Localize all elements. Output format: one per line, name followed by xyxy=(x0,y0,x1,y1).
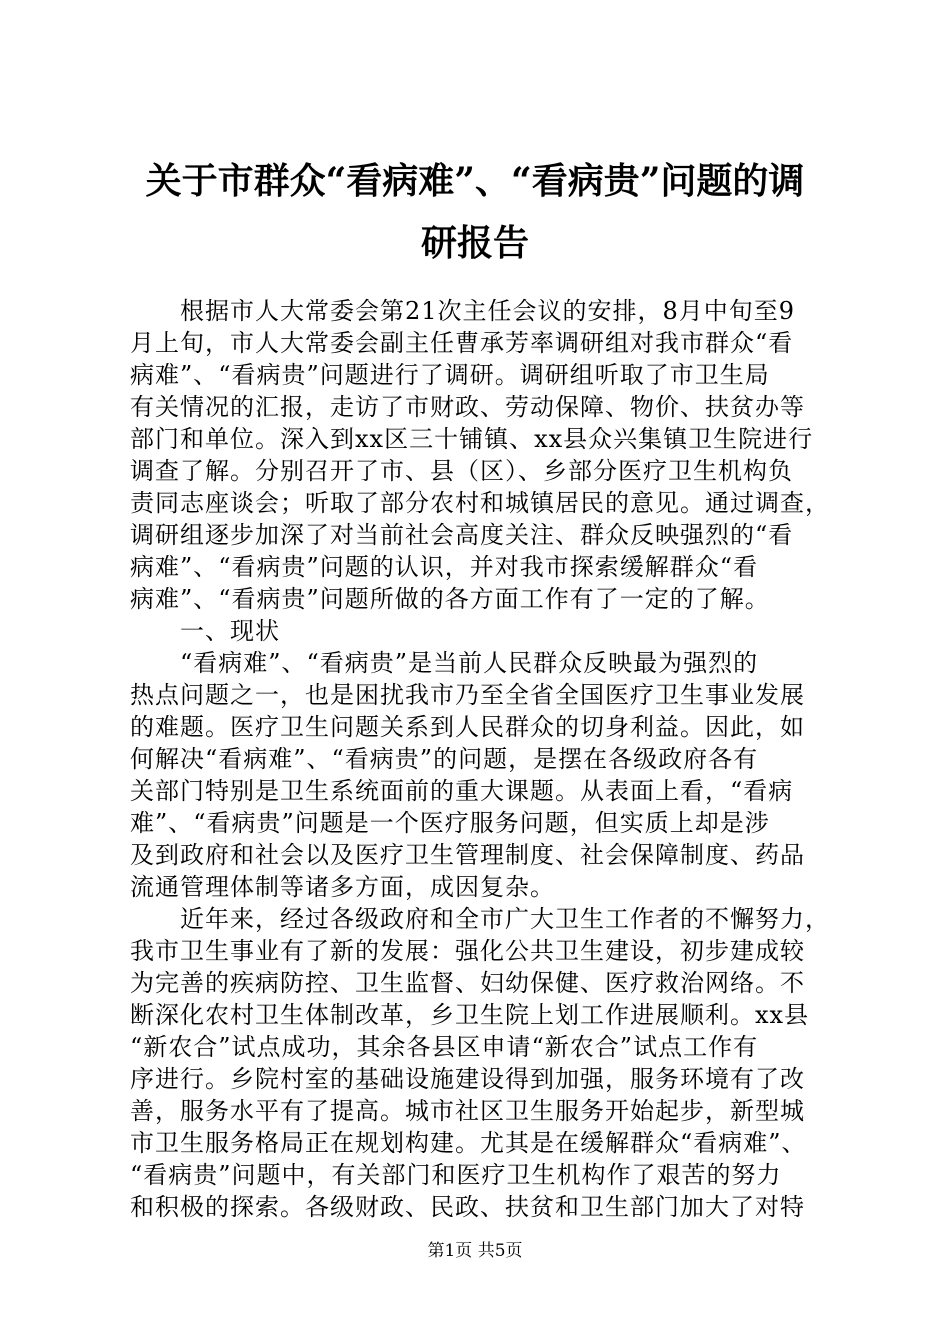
body-text-line: 为完善的疾病防控、卫生监督、妇幼保健、医疗救治网络。不 xyxy=(130,969,805,997)
body-text-line: 部门和单位。深入到xx区三十铺镇、xx县众兴集镇卫生院进行 xyxy=(130,425,814,453)
document-title-line-1: 关于市群众“看病难”、“看病贵”问题的调 xyxy=(145,160,805,202)
body-text-line: 断深化农村卫生体制改革，乡卫生院上划工作进展顺利。xx县 xyxy=(130,1001,810,1029)
body-text-line: 何解决“看病难”、“看病贵”的问题，是摆在各级政府各有 xyxy=(130,745,759,773)
body-text-line: 热点问题之一，也是困扰我市乃至全省全国医疗卫生事业发展 xyxy=(130,681,805,709)
body-text-line: 调查了解。分别召开了市、县（区）、乡部分医疗卫生机构负 xyxy=(130,457,793,485)
body-text-line: 责同志座谈会；听取了部分农村和城镇居民的意见。通过调查， xyxy=(130,489,830,517)
body-text-line: 序进行。乡院村室的基础设施建设得到加强，服务环境有了改 xyxy=(130,1065,805,1093)
section-heading: 一、现状 xyxy=(130,617,280,645)
body-text-line: 病难”、“看病贵”问题的认识，并对我市探索缓解群众“看 xyxy=(130,553,759,581)
page-footer: 第1页 共5页 xyxy=(427,1241,523,1261)
body-text-line: 近年来，经过各级政府和全市广大卫生工作者的不懈努力， xyxy=(130,905,830,933)
body-text-line: 调研组逐步加深了对当前社会高度关注、群众反映强烈的“看 xyxy=(130,521,794,549)
document-title-line-2: 研报告 xyxy=(420,222,529,264)
body-text-line: 市卫生服务格局正在规划构建。尤其是在缓解群众“看病难”、 xyxy=(130,1129,807,1157)
body-text-line: 的难题。医疗卫生问题关系到人民群众的切身利益。因此，如 xyxy=(130,713,805,741)
body-text-line: 有关情况的汇报，走访了市财政、劳动保障、物价、扶贫办等 xyxy=(130,393,805,421)
body-text-line: 流通管理体制等诸多方面，成因复杂。 xyxy=(130,873,555,901)
body-text-line: 及到政府和社会以及医疗卫生管理制度、社会保障制度、药品 xyxy=(130,841,805,869)
body-text-line: 和积极的探索。各级财政、民政、扶贫和卫生部门加大了对特 xyxy=(130,1193,805,1221)
body-text-line: “新农合”试点成功，其余各县区申请“新农合”试点工作有 xyxy=(130,1033,759,1061)
body-text-line: 难”、“看病贵”问题是一个医疗服务问题，但实质上却是涉 xyxy=(130,809,770,837)
body-text-line: 病难”、“看病贵”问题进行了调研。调研组听取了市卫生局 xyxy=(130,361,770,389)
body-text-line: 我市卫生事业有了新的发展：强化公共卫生建设，初步建成较 xyxy=(130,937,805,965)
body-text-line: 月上旬，市人大常委会副主任曹承芳率调研组对我市群众“看 xyxy=(130,329,794,357)
body-text-line: “看病贵”问题中，有关部门和医疗卫生机构作了艰苦的努力 xyxy=(130,1161,782,1189)
body-text-line: “看病难”、“看病贵”是当前人民群众反映最为强烈的 xyxy=(130,649,759,677)
body-text-line: 善，服务水平有了提高。城市社区卫生服务开始起步，新型城 xyxy=(130,1097,805,1125)
body-text-line: 根据市人大常委会第21次主任会议的安排，8月中旬至9 xyxy=(130,297,796,325)
body-text-line: 病难”、“看病贵”问题所做的各方面工作有了一定的了解。 xyxy=(130,585,770,613)
body-text-line: 关部门特别是卫生系统面前的重大课题。从表面上看，“看病 xyxy=(130,777,794,805)
